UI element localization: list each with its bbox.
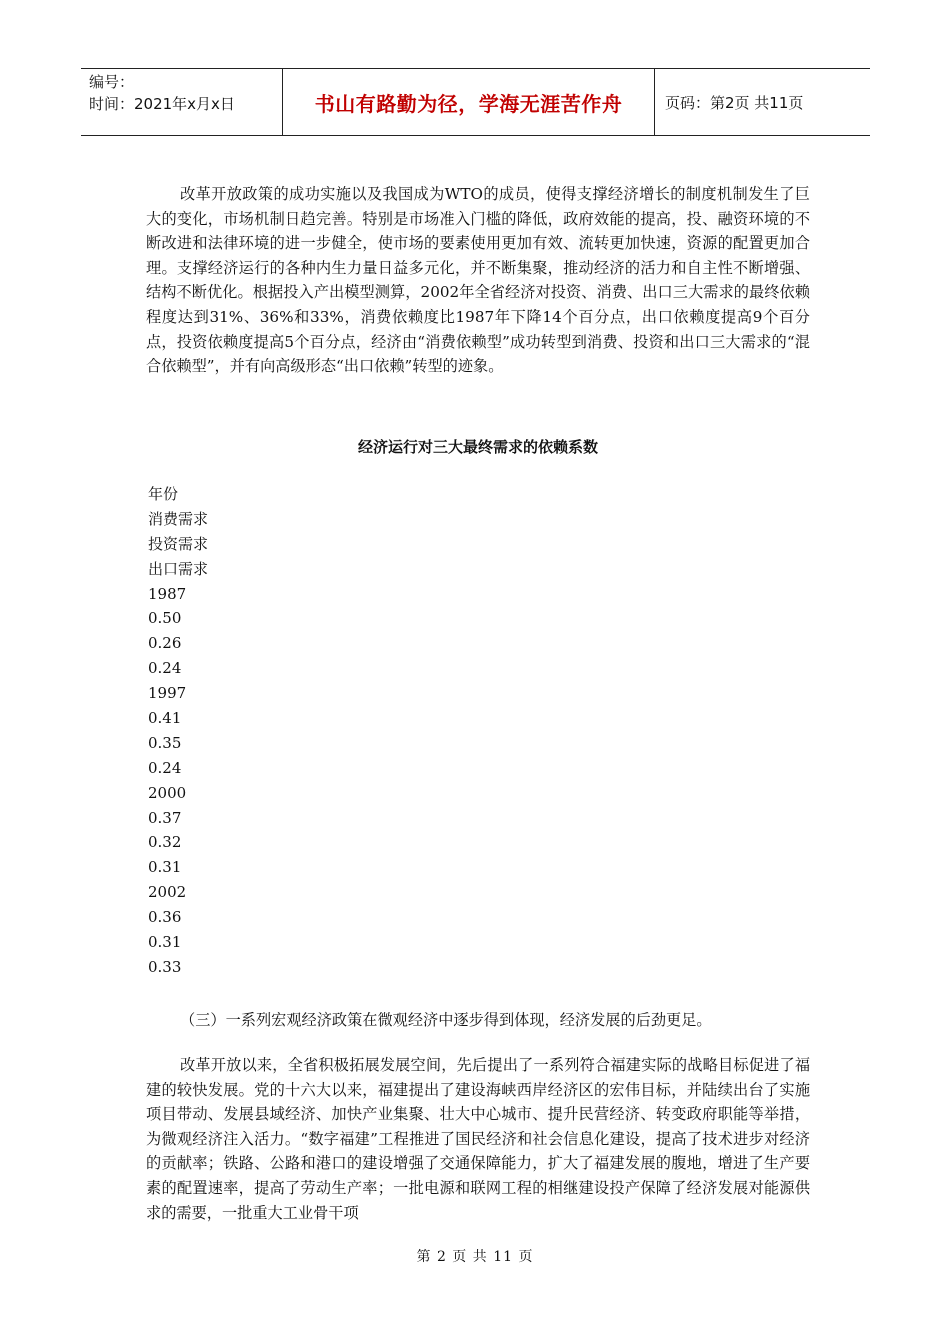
paragraph: 改革开放政策的成功实施以及我国成为WTO的成员，使得支撑经济增长的制度机制发生了巨大的变化，市场机制日趋完善。特别是市场准入门槛的降低，政府效能的提高，投、融资环境的不断改进和法律环境的进一步健全，使市场的要素使用更加有效、流转更加快速，资源的配置更加合理。支撑经济运行的各种内生力量日益多元化，并不断集聚，推动经济的活力和自主性不断增强、结构不断优化。根据投入产出模型测算，2002年全省经济对投资、消费、出口三大需求的最终依赖程度达到31%、36%和33%，消费依赖度比1987年下降14个百分点，出口依赖度提高9个百分点，投资依赖度提高5个百分点，经济由“消费依赖型”成功转型到消费、投资和出口三大需求的“混合依赖型”，并有向高级形态“出口依赖”转型的迹象。	[146, 185, 810, 376]
table-cells	[148, 482, 208, 980]
table-cell: 0.24	[148, 659, 182, 678]
table-cell: 0.24	[148, 758, 182, 777]
table-cell: 出口需求	[148, 559, 209, 578]
table-cell: 投资需求	[148, 534, 209, 553]
paragraph-after-block	[146, 1053, 810, 1225]
section-heading-block	[146, 1008, 810, 1033]
table-cell: 0.50	[148, 609, 182, 628]
table-cell: 0.41	[148, 709, 182, 728]
table-cell: 0.32	[148, 833, 182, 852]
page-footer: 第 2 页 共 11 页	[416, 1249, 534, 1265]
paragraph-after: 改革开放以来，全省积极拓展发展空间，先后提出了一系列符合福建实际的战略目标促进了福建的较快发展。党的十六大以来，福建提出了建设海峡西岸经济区的宏伟目标，并陆续出台了实施项目带动、发展县域经济、加快产业集聚、壮大中心城市、提升民营经济、转变政府职能等举措，为微观经济注入活力。“数字福建”工程推进了国民经济和社会信息化建设，提高了技术进步对经济的贡献率；铁路、公路和港口的建设增强了交通保障能力，扩大了福建发展的腹地，增进了生产要素的配置速率，提高了劳动生产率；一批电源和联网工程的相继建设投产保障了经济发展对能源供求的需要，一批重大工业骨干项	[146, 1056, 810, 1222]
table-cell: 2000	[148, 783, 187, 802]
table-title: 经济运行对三大最终需求的依赖系数	[357, 438, 598, 456]
table-cell: 0.33	[148, 957, 182, 976]
table-cell: 0.36	[148, 908, 182, 927]
table-cell: 2002	[148, 883, 187, 902]
table-cell: 0.26	[148, 634, 182, 653]
table-cell: 0.31	[148, 933, 182, 952]
header-motto: 书山有路勤为径，学海无涯苦作舟	[282, 69, 655, 135]
section-heading: （三）一系列宏观经济政策在微观经济中逐步得到体现，经济发展的后劲更足。	[180, 1011, 712, 1029]
number-label: 编号：	[89, 73, 135, 91]
table-cell: 年份	[148, 485, 179, 503]
page-header	[81, 68, 870, 136]
table-cell: 0.31	[148, 858, 182, 877]
table-cell: 1997	[148, 684, 187, 703]
table-cell: 0.37	[148, 808, 182, 827]
table-cell: 0.35	[148, 733, 182, 752]
header-meta	[81, 69, 282, 135]
header-page-info: 页码：第2页 共11页	[665, 93, 804, 112]
table-cell: 消费需求	[148, 509, 209, 528]
table-cell: 1987	[148, 584, 187, 603]
date-line: 时间：2021年x月x日	[89, 95, 235, 113]
body-text	[146, 182, 810, 379]
